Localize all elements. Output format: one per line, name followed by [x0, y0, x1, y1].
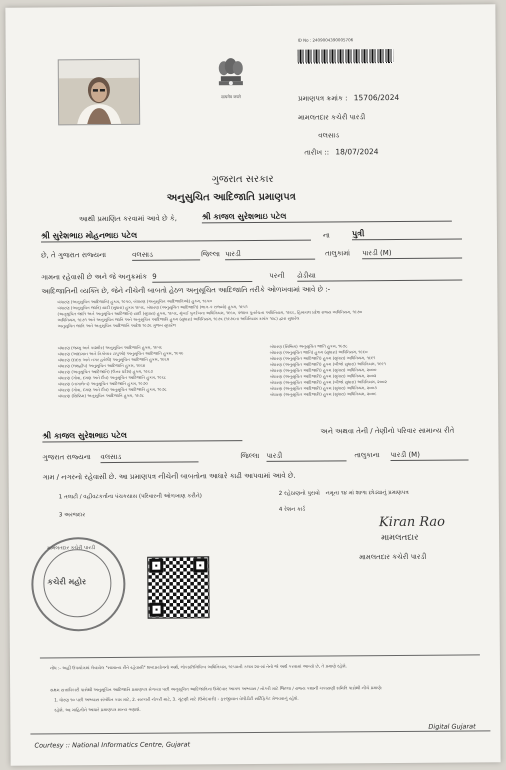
order-line: (અનુસૂચિત જાતિ અને અનુસૂચિત આદિજાતિ) યાદી (સુધારા) હુકમ, ૧૯૫૬, મુંબઈ પુનર્રચના અધિનિયમ, ૧૯૬૦, પંજાબ પુનર્રચના અધિનિયમ, ૧૯૬૬, હિમાચલ પ્રદેશ રાજ્ય અધિનિયમ, ૧૯૭૦	[57, 309, 363, 317]
order-item: બંધારણ (સિક્કિમ) અનુસૂચિત આદિજાતિ હુકમ, ૧૯૭૮	[58, 392, 145, 399]
document-item: 1 તલાટી / વહીવટકર્તાના પંચકયાસ (પરિવારની ઓળખાણ કરીને)	[58, 493, 202, 501]
order-item: બંધારણ (ગોવા, દમણ અને દીવ) અનુસૂચિત આદિજાતિ હુકમ, ૧૯૭૮	[58, 386, 167, 393]
certificate-number: 15706/2024	[353, 92, 400, 103]
relation: પુત્રી	[352, 229, 462, 241]
certificate-page	[5, 4, 500, 765]
footer-note: રહેશે. આ માહિતીને આધારે પ્રમાણપત્ર માન્ય ગણાશે.	[54, 706, 141, 713]
barcode-block	[298, 37, 408, 64]
village: વલસાડ	[132, 250, 200, 260]
signature-office: મામલતદાર કચેરી પારડી	[359, 552, 427, 562]
qr-finder	[193, 558, 207, 572]
order-item: બંધારણ (અનુસૂચિત આદિજાતિ) હુકમ (સુધારા) અધિનિયમ, ૨૦૦૬	[270, 391, 377, 397]
order-item: બંધારણ (ગોવા, દમણ અને દીવ) અનુસૂચિત આદિજાતિ હુકમ, ૧૯૬૮	[57, 374, 167, 381]
barcode-text: ID No : 2409004390005706	[297, 37, 354, 43]
document-2-label: 2 રહેઠાણનો પુરાવો	[278, 490, 320, 497]
certify-text: આથી પ્રમાણિત કરવામાં આવે છે કે,	[78, 214, 177, 224]
entry-prefix: ગામના રહેવાસી છે અને જે અનુક્રમાંક	[41, 272, 148, 282]
order-item: બંધારણ (અનુસૂચિત આદિજાતિ) હુકમ (બીજો સુધારા) અધિનિયમ, ૨૦૦૨	[269, 379, 387, 385]
orders-right	[270, 342, 470, 397]
document-item: 3 અરજદાર	[58, 512, 86, 519]
footer-note: 1. ધોરણ ૧૦ પછી અભ્યાસ સંબંધિત કામ માટે, 2. સરકારી નોકરી માટે, 3. ચૂંટણી માટે (ઉમેદવારી) - ફરજીયાત વેલીડીટી સર્ટિફિકેટ મેળવવાનું રહેશે.	[54, 695, 299, 703]
stamp-ring-text: મામલતદાર કચેરી પારડી	[47, 545, 96, 552]
order-line: બંધારણ (અનુસૂચિત જાતિ) યાદી (સુધારા) હુકમ ૧૯૫૬, બંધારણ (અનુસૂચિત આદિજાતિ) (ભાગ-ક રાજ્યો) હુકમ, ૧૯૫૧	[57, 304, 248, 311]
residence-prefix: ગુજરાત રાજ્યના	[42, 453, 91, 462]
order-item: બંધારણ (અનુસૂચિત આદિજાતિ) હુકમ (સુધારા) અધિનિયમ, ૧૯૯૧	[269, 355, 376, 361]
order-item: બંધારણ (નાગાલેન્ડ) અનુસૂચિત આદિજાતિ હુકમ, ૧૯૭૦	[57, 380, 148, 387]
place: વલસાડ	[318, 131, 340, 140]
stamp-text: કચેરી મહોર	[47, 577, 87, 587]
taluka-label: તાલુકામાં	[325, 249, 351, 258]
applicant-name: શ્રી કાજલ સુરેશભાઇ પટેલ	[202, 211, 452, 224]
barcode-icon	[298, 49, 394, 64]
order-item: બંધારણ (જમ્મુ અને કાશ્મીર) અનુસૂચિત આદિજાતિ હુકમ, ૧૯૫૬	[57, 344, 163, 351]
document-item	[279, 489, 409, 499]
order-item: બંધારણ (અનુસૂચિત આદિજાતિ) હુકમ (સુધારા) અધિનિયમ, ૨૦૦૦	[269, 367, 377, 373]
signature-designation: મામલતદાર	[381, 532, 419, 544]
order-line: અનુસૂચિત જાતિ અને અનુસૂચિત આદિજાતિ આદેશ ૧૯૭૬ મુજબ સુધારેલ	[57, 322, 176, 329]
order-item: બંધારણ (અનુસૂચિત આદિજાતિ) હુકમ (સુધારા) અધિનિયમ, ૨૦૦૨	[269, 373, 377, 379]
courtesy-divider	[30, 730, 490, 734]
entry-mid: પરની	[269, 271, 285, 280]
order-item: બંધારણ (અનુસૂચિત આદિજાતિ) હુકમ (સુધારા) અધિનિયમ, ૨૦૦૩	[270, 385, 377, 391]
orders-left	[58, 344, 258, 399]
order-item: બંધારણ (અનુસૂચિત આદિજાતિ) (ઉત્તર પ્રદેશ) હુકમ, ૧૯૬૭	[57, 368, 154, 375]
orders-intro	[57, 296, 477, 329]
order-item: બંધારણ (લક્ષદ્વીપ) અનુસૂચિત આદિજાતિ હુકમ, ૧૯૬૪	[57, 362, 146, 369]
emblem-caption: सत्यमेव जयते	[221, 94, 241, 100]
applicant-photo	[58, 59, 140, 126]
certificate-title: અનુસુચિત આદિજાતિ પ્રમાણપત્ર	[166, 191, 296, 204]
qr-finder	[149, 559, 163, 573]
footer-divider	[40, 654, 480, 658]
state-village-prefix: છે, તે ગુજરાત રાજ્યના	[41, 251, 107, 260]
order-item: બંધારણ (દાદરા અને નગર હવેલી) અનુસૂચિત આદિજાતિ હુકમ, ૧૯૬૨	[57, 356, 170, 363]
relation-label: ના	[322, 231, 330, 240]
footer-note: નોંધ :- અહીં ઉપયોગમાં લેવાયેલ "સામાન્ય રીતે રહેવાસી" શબ્દપ્રયોગનો અર્થ, લોકપ્રતિનિધિત્વ અધિનિયમ, ૧૯૫૦ની કલમ ૨૦-માં તેનો જે અર્થ કરવામાં આવ્યો છે, તે પ્રમાણે રહેશે.	[49, 663, 347, 671]
district-label: જિલ્લા	[201, 250, 220, 259]
emblem	[214, 56, 248, 106]
residence-district: પારડી	[266, 451, 346, 462]
date-row	[304, 147, 378, 158]
residence-district-label: જિલ્લા	[240, 451, 260, 461]
certificate-number-label: પ્રમાણપત્ર ક્રમાંક :	[297, 94, 348, 103]
taluka: પારડી (M)	[362, 249, 462, 260]
issuer-office: મામલતદાર કચેરી પારડી	[298, 113, 366, 122]
family-name: શ્રી કાજલ સુરેશભાઇ પટેલ	[42, 430, 242, 442]
signature: Kiran Rao	[378, 514, 446, 531]
issue-basis: ગામ / નગરનો રહેવાસી છે. આ પ્રમાણપત્ર નીચેની બાબતોના આધારે કાઢી આપવામાં આવે છે.	[42, 471, 296, 482]
order-item: બંધારણ (આંદામાન અને નિકોબાર ટાપુઓ) અનુસૂચિત આદિજાતિ હુકમ, ૧૯૫૯	[57, 350, 184, 357]
order-item: બંધારણ (અનુસૂચિત આદિજાતિ) હુકમ (બીજો સુધારા) અધિનિયમ, ૧૯૯૧	[269, 361, 386, 367]
brand-text: Digital Gujarat	[428, 722, 476, 731]
document-2-extra: નમૂના ૧૪ માં શાળા છોડ્યાનું પ્રમાણપત્ર	[325, 489, 409, 497]
tribe-suffix: આદિજાતિની વ્યક્તિ છે, જેને નીચેની બાબતો હેઠળ અનુસૂચિત આદિજાતિ તરીકે ઓળખવામાં આવે છે :-	[41, 285, 331, 296]
certificate-number-row	[298, 93, 399, 104]
qr-code-icon	[147, 556, 209, 618]
date-label: તારીખ ::	[304, 148, 330, 157]
footer-note: સક્ષમ સત્તાધિકારી પાસેથી અનુસૂચિત આદિજાતિ પ્રમાણપત્ર મેળવ્યા પછી અનુસૂચિત આદિજાતિના ઉમેદવાર આગળ અભ્યાસ / નોકરી માટે જિલ્લા / રાજ્ય કક્ષાની ચકાસણી સમિતિ પાસેથી નીચે પ્રમાણે:	[50, 685, 383, 693]
order-item: બંધારણ (અનુસૂચિત જાતિ) હુકમ (સુધારા) અધિનિયમ, ૧૯૯૦	[269, 349, 368, 355]
issue-date: 18/07/2024	[335, 147, 379, 157]
person-silhouette-icon	[59, 60, 139, 125]
tribe: ઢોડીયા	[297, 271, 462, 282]
office-stamp	[31, 537, 126, 632]
courtesy-text: Courtesy :: National Informatics Centre, Gujarat	[34, 740, 191, 750]
government-title: ગુજરાત સરકાર	[211, 173, 274, 186]
family-suffix: અને અથવા તેની / તેણીનો પરિવાર સામાન્ય રીતે	[320, 426, 455, 436]
residence-taluka: પારડી (M)	[390, 450, 468, 461]
entry-number: 9	[152, 272, 252, 283]
order-line: બંધારણ (અનુસૂચિત આદિજાતિ) હુકમ, ૧૯૫૦, બંધારણ (અનુસૂચિત આદિજાતિઓ) હુકમ, ૧૯૫૦	[57, 298, 212, 305]
order-line: અધિનિયમ, ૧૯૭૧ અને અનુસૂચિત જાતિ અને અનુસૂચિત આદિજાતિ હુકમ (સુધારા) અધિનિયમ, ૧૯૭૬ (૧૯૭૬ના અધિનિયમ ક્રમાંક ૧૦૮) દ્વારા સુધારેલ	[57, 315, 300, 323]
district: પારડી	[225, 250, 315, 261]
order-item: બંધારણ (સિક્કિમ) અનુસૂચિત જાતિ હુકમ, ૧૯૭૮	[269, 343, 348, 349]
residence-taluka-label: તાલુકાના	[354, 451, 380, 460]
qr-finder	[150, 603, 164, 617]
father-name: શ્રી સુરેશભાઇ મોહનભાઇ પટેલ	[41, 230, 311, 243]
document-item: 4 રેશન કાર્ડ	[278, 506, 306, 513]
residence-village: વલસાડ	[100, 452, 198, 463]
